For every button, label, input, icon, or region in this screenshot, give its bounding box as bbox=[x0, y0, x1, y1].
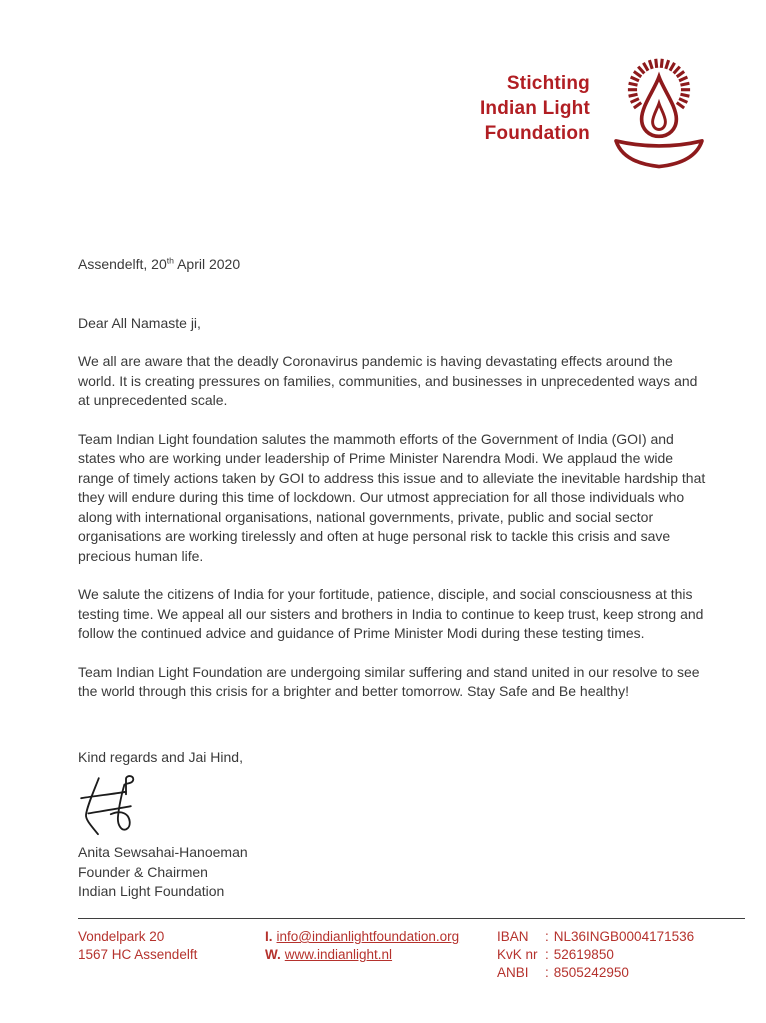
logo-line-3: Foundation bbox=[484, 122, 590, 144]
iban-row bbox=[497, 928, 744, 946]
dateline bbox=[78, 255, 710, 275]
paragraph-4: Team Indian Light Foundation are undergoing similar suffering and stand united in our resolve to see the world through this crisis for a brighter and better tomorrow. Stay Safe and Be healthy! bbox=[78, 663, 700, 699]
paragraph-1: We all are aware that the deadly Coronavirus pandemic is having devastating effects around the world. It is creating pressures on families, communities, and businesses in unprecedented ways and at unprecedented scale. bbox=[78, 353, 698, 408]
signature-block bbox=[78, 843, 710, 902]
footer-address bbox=[78, 928, 265, 982]
logo-line-2: Indian Light bbox=[479, 97, 590, 119]
signer-org: Indian Light Foundation bbox=[78, 883, 225, 899]
footer-contacts bbox=[265, 928, 497, 982]
letterhead bbox=[0, 0, 766, 172]
paragraph-3: We salute the citizens of India for your fortitude, patience, disciple, and social consciousness at this testing time. We appeal all our sisters and brothers in India to continue to keep trust, keep strong and follow the continued advice and guidance of Prime Minister Modi during these testing times. bbox=[78, 586, 704, 641]
website-row bbox=[265, 946, 497, 964]
dateline-ordinal: th bbox=[166, 255, 174, 266]
signer-name: Anita Sewsahai-Hanoeman bbox=[78, 844, 248, 860]
footer-registrations bbox=[497, 928, 744, 982]
diya-flame-inner bbox=[653, 103, 666, 129]
diya-lamp-icon bbox=[604, 44, 714, 172]
signer-title: Founder & Chairmen bbox=[78, 863, 208, 880]
logo-wordmark bbox=[480, 71, 590, 146]
website-link[interactable]: www.indianlight.nl bbox=[284, 947, 393, 962]
iban-label: IBAN bbox=[497, 929, 529, 944]
email-label: I. bbox=[265, 929, 273, 944]
dateline-prefix: Assendelft, 20 bbox=[78, 256, 167, 272]
kvk-row bbox=[497, 946, 744, 964]
kvk-colon: : bbox=[545, 947, 549, 962]
kvk-value: 52619850 bbox=[553, 947, 614, 962]
address-street: Vondelpark 20 bbox=[78, 929, 165, 944]
address-city: 1567 HC Assendelft bbox=[78, 947, 198, 962]
signature-scribble bbox=[78, 773, 150, 841]
letter-body bbox=[0, 255, 766, 902]
salutation: Dear All Namaste ji, bbox=[78, 314, 201, 331]
iban-value: NL36INGB0004171536 bbox=[553, 929, 695, 944]
paragraph-2: Team Indian Light foundation salutes the mammoth efforts of the Government of India (GOI) and states who are working under leadership of Prime Minister Narendra Modi. We applaud the wide range of timely actions taken by GOI to address this issue and to alleviate the inevitable hardship that they will endure during this time of lockdown. Our utmost appreciation for all those individuals who along with international organisations, national governments, private, public and social sector organisations are working tirelessly and often at huge personal risk to tackle this crisis and save precious human life. bbox=[78, 430, 706, 564]
closing-line: Kind regards and Jai Hind, bbox=[78, 748, 243, 765]
diya-bowl bbox=[616, 141, 702, 167]
logo-line-1: Stichting bbox=[506, 72, 590, 94]
email-row bbox=[265, 928, 497, 946]
dateline-suffix: April 2020 bbox=[173, 256, 241, 272]
email-link[interactable]: info@indianlightfoundation.org bbox=[276, 929, 460, 944]
anbi-row bbox=[497, 964, 744, 982]
letter-footer bbox=[78, 918, 744, 982]
anbi-label: ANBI bbox=[497, 965, 529, 980]
website-label: W. bbox=[265, 947, 281, 962]
kvk-label: KvK nr bbox=[497, 947, 538, 962]
iban-colon: : bbox=[545, 929, 549, 944]
anbi-colon: : bbox=[545, 965, 549, 980]
anbi-value: 8505242950 bbox=[553, 965, 629, 980]
